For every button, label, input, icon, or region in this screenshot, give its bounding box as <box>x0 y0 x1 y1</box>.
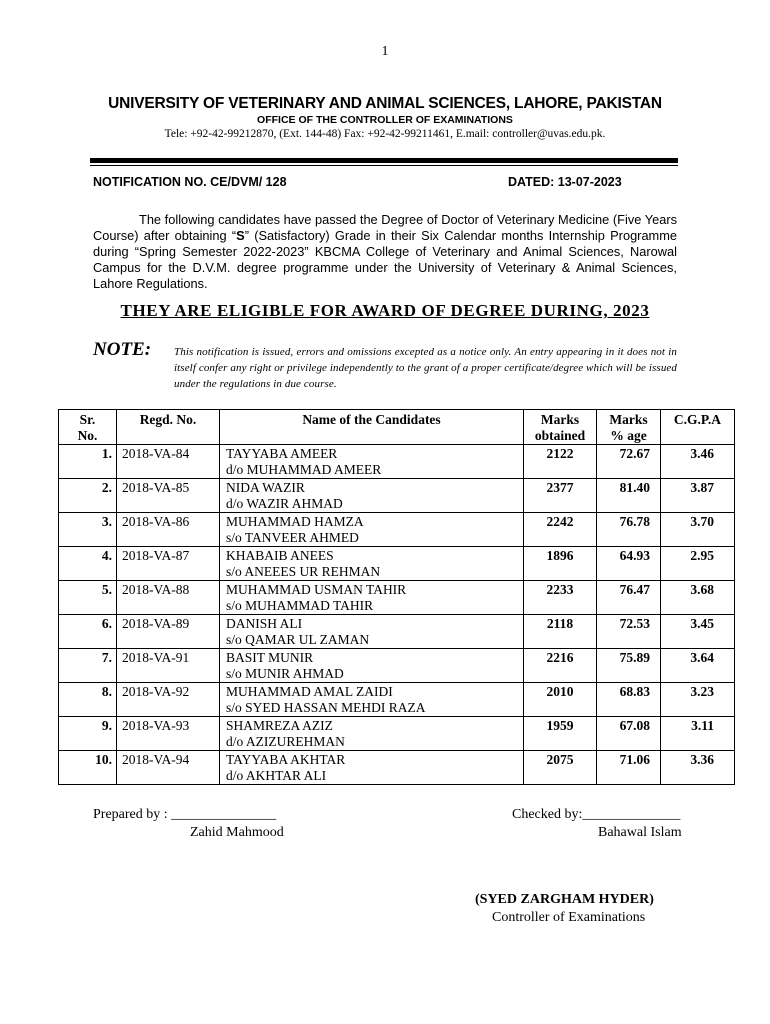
header-candidate-name: Name of the Candidates <box>220 410 524 445</box>
row-marks-obtained: 2242 <box>524 513 597 547</box>
row-marks-obtained: 2118 <box>524 615 597 649</box>
table-row <box>59 615 735 649</box>
row-marks-obtained: 2075 <box>524 751 597 785</box>
row-marks-percentage: 72.53 <box>597 615 661 649</box>
row-regd-no: 2018-VA-89 <box>117 615 220 649</box>
candidate-parent: s/o QAMAR UL ZAMAN <box>226 632 370 647</box>
candidate-parent: s/o MUHAMMAD TAHIR <box>226 598 374 613</box>
row-cgpa: 3.87 <box>661 479 735 513</box>
grade-letter: S <box>236 228 245 243</box>
row-sr-no: 5. <box>59 581 117 615</box>
candidate-name: MUHAMMAD HAMZA <box>226 514 364 529</box>
notification-date: DATED: 13-07-2023 <box>508 175 622 189</box>
header-regd-no: Regd. No. <box>117 410 220 445</box>
table-row <box>59 581 735 615</box>
row-cgpa: 3.23 <box>661 683 735 717</box>
university-name: UNIVERSITY OF VETERINARY AND ANIMAL SCIENCES, LAHORE, PAKISTAN <box>108 95 662 112</box>
row-marks-obtained: 2010 <box>524 683 597 717</box>
header-divider-thin <box>90 165 678 166</box>
table-row <box>59 445 735 479</box>
row-sr-no: 10. <box>59 751 117 785</box>
row-marks-percentage: 68.83 <box>597 683 661 717</box>
candidate-parent: s/o SYED HASSAN MEHDI RAZA <box>226 700 426 715</box>
row-regd-no: 2018-VA-93 <box>117 717 220 751</box>
row-cgpa: 3.36 <box>661 751 735 785</box>
row-marks-obtained: 2216 <box>524 649 597 683</box>
header-cgpa: C.G.P.A <box>661 410 735 445</box>
paragraph-part1: The following candidates have passed the Degree of Doctor of Veterinary Medicine (Five Years Course) after obtaining “ <box>93 212 677 243</box>
body-paragraph <box>93 212 677 292</box>
row-sr-no: 1. <box>59 445 117 479</box>
row-marks-obtained: 1959 <box>524 717 597 751</box>
header-marks-percentage: Marks % age <box>597 410 661 445</box>
prepared-by-name: Zahid Mahmood <box>190 825 284 840</box>
row-marks-percentage: 75.89 <box>597 649 661 683</box>
row-regd-no: 2018-VA-91 <box>117 649 220 683</box>
candidate-parent: d/o AKHTAR ALI <box>226 768 327 783</box>
row-regd-no: 2018-VA-88 <box>117 581 220 615</box>
note-text: This notification is issued, errors and omissions excepted as a notice only. An entry appearing in it does not in itself confer any right or privilege independently to the grant of a proper certificate/degree which will be issued under the regulations in due course. <box>174 346 677 390</box>
row-candidate <box>220 479 524 513</box>
row-marks-obtained: 2377 <box>524 479 597 513</box>
candidate-parent: s/o TANVEER AHMED <box>226 530 359 545</box>
row-regd-no: 2018-VA-86 <box>117 513 220 547</box>
table-header-row <box>59 410 735 445</box>
row-regd-no: 2018-VA-85 <box>117 479 220 513</box>
candidate-name: TAYYABA AKHTAR <box>226 752 346 767</box>
controller-title: Controller of Examinations <box>492 910 646 925</box>
row-sr-no: 2. <box>59 479 117 513</box>
row-sr-no: 6. <box>59 615 117 649</box>
table-row <box>59 479 735 513</box>
row-marks-percentage: 72.67 <box>597 445 661 479</box>
row-candidate <box>220 547 524 581</box>
candidate-name: SHAMREZA AZIZ <box>226 718 333 733</box>
row-regd-no: 2018-VA-84 <box>117 445 220 479</box>
row-marks-obtained: 2122 <box>524 445 597 479</box>
eligibility-heading: THEY ARE ELIGIBLE FOR AWARD OF DEGREE DURING, 2023 <box>120 301 650 320</box>
row-cgpa: 3.68 <box>661 581 735 615</box>
row-marks-percentage: 64.93 <box>597 547 661 581</box>
table-row <box>59 717 735 751</box>
candidate-name: BASIT MUNIR <box>226 650 314 665</box>
candidate-name: MUHAMMAD AMAL ZAIDI <box>226 684 393 699</box>
candidate-name: TAYYABA AMEER <box>226 446 338 461</box>
table-row <box>59 751 735 785</box>
row-marks-obtained: 1896 <box>524 547 597 581</box>
row-sr-no: 7. <box>59 649 117 683</box>
notification-number: NOTIFICATION NO. CE/DVM/ 128 <box>93 175 287 189</box>
note-label: NOTE: <box>93 339 152 360</box>
row-marks-percentage: 71.06 <box>597 751 661 785</box>
row-marks-percentage: 76.47 <box>597 581 661 615</box>
row-marks-percentage: 76.78 <box>597 513 661 547</box>
candidate-name: MUHAMMAD USMAN TAHIR <box>226 582 407 597</box>
candidate-name: KHABAIB ANEES <box>226 548 334 563</box>
row-regd-no: 2018-VA-87 <box>117 547 220 581</box>
candidate-name: NIDA WAZIR <box>226 480 305 495</box>
row-cgpa: 3.46 <box>661 445 735 479</box>
row-marks-percentage: 67.08 <box>597 717 661 751</box>
row-candidate <box>220 751 524 785</box>
row-candidate <box>220 581 524 615</box>
row-sr-no: 9. <box>59 717 117 751</box>
prepared-by-label: Prepared by : _______________ <box>93 807 277 822</box>
row-cgpa: 3.11 <box>661 717 735 751</box>
row-candidate <box>220 649 524 683</box>
row-marks-obtained: 2233 <box>524 581 597 615</box>
table-row <box>59 683 735 717</box>
candidate-parent: s/o ANEEES UR REHMAN <box>226 564 381 579</box>
row-candidate <box>220 615 524 649</box>
paragraph-part2: ” (Satisfactory) Grade in their Six Calendar months Internship Programme during “Spring Semester 2022-2023” KBCMA College of Veterinary and Animal Sciences, Narowal Campus for the D.V.M. degree programme under the University of Veterinary & Animal Sciences, Lahore Regulations. <box>93 228 677 291</box>
table-row <box>59 649 735 683</box>
results-table <box>58 409 735 785</box>
candidate-parent: d/o MUHAMMAD AMEER <box>226 462 382 477</box>
office-name: OFFICE OF THE CONTROLLER OF EXAMINATIONS <box>257 114 513 126</box>
candidate-name: DANISH ALI <box>226 616 303 631</box>
candidate-parent: d/o AZIZUREHMAN <box>226 734 345 749</box>
row-regd-no: 2018-VA-92 <box>117 683 220 717</box>
page-number: 1 <box>381 44 389 59</box>
row-sr-no: 4. <box>59 547 117 581</box>
row-cgpa: 3.45 <box>661 615 735 649</box>
row-sr-no: 8. <box>59 683 117 717</box>
candidate-parent: s/o MUNIR AHMAD <box>226 666 344 681</box>
candidate-parent: d/o WAZIR AHMAD <box>226 496 343 511</box>
row-candidate <box>220 445 524 479</box>
controller-name: (SYED ZARGHAM HYDER) <box>475 892 654 907</box>
header-sr-no: Sr. No. <box>59 410 117 445</box>
row-candidate <box>220 717 524 751</box>
row-marks-percentage: 81.40 <box>597 479 661 513</box>
row-sr-no: 3. <box>59 513 117 547</box>
row-cgpa: 3.70 <box>661 513 735 547</box>
row-candidate <box>220 683 524 717</box>
table-row <box>59 547 735 581</box>
header-marks-obtained: Marks obtained <box>524 410 597 445</box>
checked-by-name: Bahawal Islam <box>598 825 682 840</box>
row-cgpa: 3.64 <box>661 649 735 683</box>
header-divider-thick <box>90 158 678 163</box>
row-candidate <box>220 513 524 547</box>
row-cgpa: 2.95 <box>661 547 735 581</box>
row-regd-no: 2018-VA-94 <box>117 751 220 785</box>
contact-line: Tele: +92-42-99212870, (Ext. 144-48) Fax: +92-42-99211461, E.mail: controller@uvas.edu.pk. <box>164 128 606 140</box>
table-row <box>59 513 735 547</box>
checked-by-label: Checked by:______________ <box>512 807 681 822</box>
